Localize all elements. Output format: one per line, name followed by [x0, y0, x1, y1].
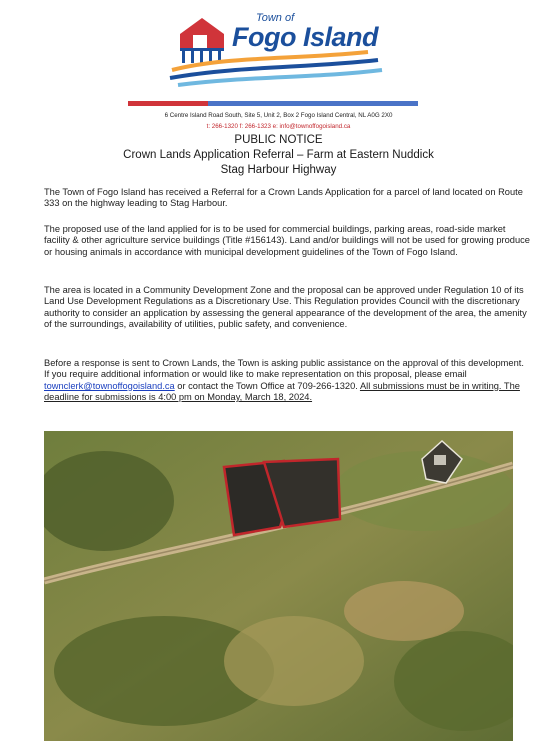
paragraph-referral: The Town of Fogo Island has received a Referral for a Crown Lands Application for a parcel of land located on Route 333 on the highway leading to Stag Harbour.: [44, 187, 523, 209]
logo-town-of: Town of: [256, 12, 295, 24]
paragraph-submissions: [44, 358, 530, 404]
header-rule-blue: [208, 101, 418, 106]
notice-subtitle: Crown Lands Application Referral – Farm at Eastern Nuddick: [123, 149, 434, 161]
submissions-text: Before a response is sent to Crown Lands, the Town is asking public assistance on the approval of this development. If you require additional information or would like to make representation on this proposal, please email: [44, 358, 524, 380]
notice-location: Stag Harbour Highway: [220, 164, 337, 176]
aerial-site-photo: [44, 431, 513, 741]
deadline-text: All submissions must be in writing. The deadline for submissions is 4:00 pm on Monday, March 18, 2024.: [44, 380, 520, 403]
logo-wordmark: Fogo Island: [232, 22, 378, 52]
notice-title: PUBLIC NOTICE: [234, 134, 323, 146]
contact-line: t: 266-1320 f: 266-1323 e: info@townoffogoisland.ca: [206, 123, 351, 130]
paragraph-zoning: The area is located in a Community Development Zone and the proposal can be approved under Regulation 10 of its Land Use Development Regulations as a Discretionary Use. This Regulation provides Council with the discretionary authority to consider an application by assessing the general appearance of the development of the area, the amenity of the surroundings, availability of utilities, public safety, and convenience.: [44, 285, 527, 330]
header-rule-red: [128, 101, 208, 106]
contact-text: or contact the Town Office at 709-266-1320.: [174, 380, 358, 391]
paragraph-proposed-use: The proposed use of the land applied for is to be used for commercial buildings, parking areas, road-side market facility & other agriculture service buildings (Title #156143). Land and/or buildings will not be used for growing produce or housing animals in accordance with municipal development guidelines of the Town of Fogo Island.: [44, 224, 530, 257]
email-link[interactable]: townclerk@townoffogoisland.ca: [44, 380, 175, 391]
address-line: 6 Centre Island Road South, Site 5, Unit 2, Box 2 Fogo Island Central, NL A0G 2X0: [164, 112, 393, 119]
